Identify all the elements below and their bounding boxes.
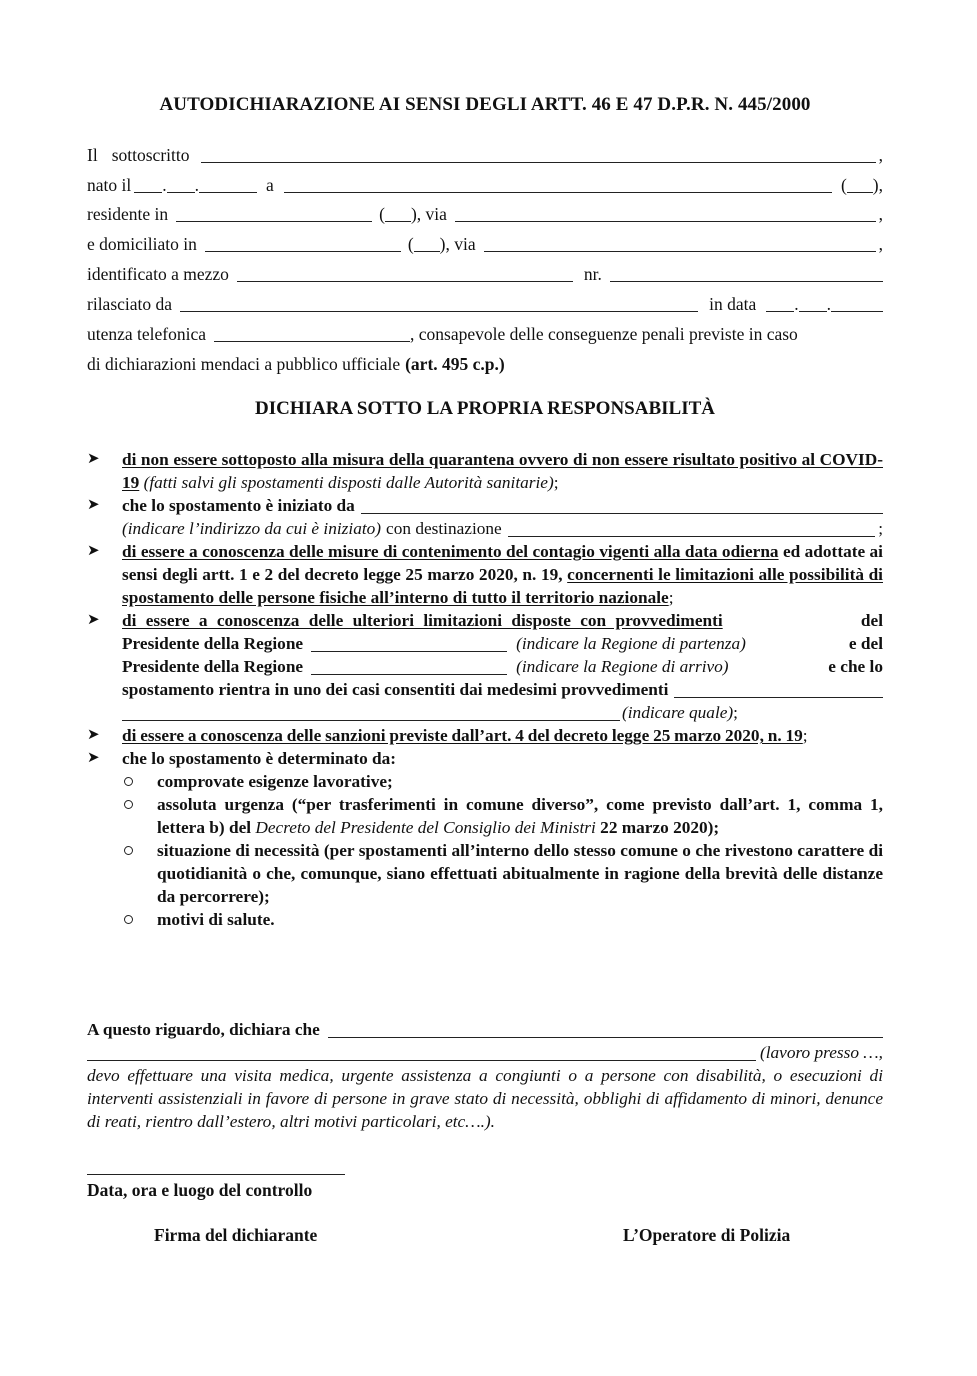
- arrow-bullet-icon: ➤: [87, 750, 100, 766]
- date-separator: .: [162, 175, 167, 195]
- list-item: ➤ che lo spostamento è iniziato da (indicare l’indirizzo da cui è iniziato) con destinazione ;: [87, 496, 883, 538]
- section-heading: DICHIARA SOTTO LA PROPRIA RESPONSABILITÀ: [255, 398, 715, 419]
- page-title: AUTODICHIARAZIONE AI SENSI DEGLI ARTT. 46 E 47 D.P.R. N. 445/2000: [159, 94, 811, 115]
- row-nato: [87, 172, 883, 196]
- field-birth-place[interactable]: [284, 176, 832, 193]
- label-via: ), via: [410, 204, 447, 224]
- field-birth-day[interactable]: [134, 176, 162, 193]
- field-documento[interactable]: [237, 265, 573, 282]
- label-firma-dichiarante: Firma del dichiarante: [154, 1225, 318, 1245]
- field-rilascio-month[interactable]: [799, 295, 827, 312]
- arrow-bullet-icon: ➤: [87, 612, 100, 628]
- field-destinazione[interactable]: [508, 520, 875, 537]
- label-data-ora: Data, ora e luogo del controllo: [87, 1180, 313, 1200]
- list-item: ➤ di essere a conoscenza delle sanzioni previste dall’art. 4 del decreto legge 25 marzo 2020, n. 19;: [87, 726, 808, 745]
- field-origine[interactable]: [361, 497, 883, 514]
- date-separator: .: [194, 175, 199, 195]
- row-domiciliato: [87, 231, 883, 255]
- date-separator: .: [794, 294, 799, 314]
- label-il: Il: [87, 145, 98, 165]
- label-nato-il: nato il: [87, 175, 132, 195]
- label-nr: nr.: [583, 264, 602, 284]
- field-regione-partenza[interactable]: [311, 635, 507, 652]
- list-subitem: assoluta urgenza (“per trasferimenti in comune diverso”, come previsto dall’art. 1, comma 1, lettera b) del Decreto del Presidente del Consiglio dei Ministri 22 marzo 2020);: [87, 793, 883, 839]
- label-art495: (art. 495 c.p.): [405, 354, 505, 374]
- field-rilascio-year[interactable]: [831, 295, 883, 312]
- field-domicilio-prov[interactable]: [414, 235, 440, 252]
- label-domiciliato: e domiciliato in: [87, 234, 197, 254]
- label-in-data: in data: [709, 294, 757, 314]
- label-mendaci: di dichiarazioni mendaci a pubblico ufficiale: [87, 354, 401, 374]
- arrow-bullet-icon: ➤: [87, 497, 100, 513]
- circle-bullet-icon: [124, 777, 133, 786]
- label-via: ), via: [439, 234, 476, 254]
- list-subitem: motivi di salute.: [87, 908, 883, 931]
- circle-bullet-icon: [124, 846, 133, 855]
- comma: ,: [878, 145, 883, 165]
- row-residente: [87, 201, 883, 225]
- row-utenza: [87, 321, 883, 345]
- comma: ,: [878, 234, 883, 254]
- label-sottoscritto: sottoscritto: [111, 145, 190, 165]
- field-birth-prov[interactable]: [847, 176, 873, 193]
- field-residenza-via[interactable]: [455, 205, 876, 222]
- declaration-examples: devo effettuare una visita medica, urgente assistenza a congiunti o a persone con disabilità, o esecuzioni di interventi assistenziali in favore di persone in grave stato di necessità, obblighi di affidamento di minori, denunce di reati, rientro dall’estero, altri motivi particolari, etc….).: [87, 1066, 883, 1131]
- label-a: a: [265, 175, 274, 195]
- field-documento-nr[interactable]: [610, 265, 883, 282]
- field-dichiarazione[interactable]: [328, 1021, 883, 1038]
- field-domicilio[interactable]: [205, 235, 401, 252]
- row-mendaci: [87, 351, 883, 375]
- field-domicilio-via[interactable]: [484, 235, 876, 252]
- circle-bullet-icon: [124, 915, 133, 924]
- prov-open: (: [840, 175, 847, 195]
- arrow-bullet-icon: ➤: [87, 543, 100, 559]
- prov-open: (: [379, 204, 385, 224]
- prov-open: (: [407, 234, 414, 254]
- label-operatore-polizia: L’Operatore di Polizia: [623, 1225, 791, 1245]
- row-sottoscritto: [87, 142, 883, 166]
- field-rilascio-day[interactable]: [766, 295, 794, 312]
- declaration-section: A questo riguardo, dichiara che (lavoro presso …, devo effettuare una visita medica, urgente assistenza a congiunti o a persone con disabilità, o esecuzioni di interventi assistenziali in favore di persone in grave stato di necessità, obblighi di affidamento di minori, denunce di reati, rientro dall’estero, altri motivi particolari, etc….).: [87, 1020, 883, 1131]
- arrow-bullet-icon: ➤: [87, 451, 100, 467]
- date-separator: .: [826, 294, 831, 314]
- row-identificato: [87, 261, 883, 285]
- list-item: ➤ che lo spostamento è determinato da:: [87, 749, 397, 768]
- label-consapevole: , consapevole delle conseguenze penali previste in caso: [410, 324, 798, 344]
- declaration-list: [87, 448, 883, 931]
- list-subitem: comprovate esigenze lavorative;: [87, 770, 883, 793]
- list-item: ➤ di essere a conoscenza delle ulteriori limitazioni disposte con provvedimenti del Presidente della Regione (indicare la Regione di partenza) e del Presidente della Regione (indicare la Regione di arrivo) e che lo spostamento rientra in uno dei casi consentiti dai medesimi provvedimenti (indicare quale) ;: [87, 611, 883, 722]
- field-sottoscritto[interactable]: [201, 146, 875, 163]
- field-telefono[interactable]: [214, 325, 410, 342]
- field-birth-year[interactable]: [199, 176, 257, 193]
- field-residenza[interactable]: [176, 205, 372, 222]
- field-caso-consentito[interactable]: [674, 681, 883, 698]
- circle-bullet-icon: [124, 800, 133, 809]
- prov-close: ),: [872, 175, 883, 195]
- list-subitem: situazione di necessità (per spostamenti all’interno dello stesso comune o che rivestono carattere di quotidianità o che, comunque, siano effettuati abitualmente in ragione della brevità delle distanze da percorrere);: [87, 839, 883, 908]
- comma: ,: [878, 204, 883, 224]
- field-data-ora-luogo[interactable]: [87, 1174, 345, 1175]
- label-rilasciato: rilasciato da: [87, 294, 173, 314]
- list-item: ➤ di non essere sottoposto alla misura della quarantena ovvero di non essere risultato positivo al COVID-19 (fatti salvi gli spostamenti disposti dalle Autorità sanitarie);: [87, 450, 883, 492]
- list-item: ➤ di essere a conoscenza delle misure di contenimento del contagio vigenti alla data odierna ed adottate ai sensi degli artt. 1 e 2 del decreto legge 25 marzo 2020, n. 19, concernenti le limitazioni alle possibilità di spostamento delle persone fisiche all’interno di tutto il territorio nazionale;: [87, 542, 883, 607]
- field-rilasciato[interactable]: [180, 295, 698, 312]
- label-residente: residente in: [87, 204, 169, 224]
- field-residenza-prov[interactable]: [385, 205, 411, 222]
- field-caso-consentito-cont[interactable]: [122, 704, 620, 721]
- label-identificato: identificato a mezzo: [87, 264, 229, 284]
- field-dichiarazione-cont[interactable]: [87, 1044, 756, 1061]
- field-birth-month[interactable]: [167, 176, 195, 193]
- label-utenza: utenza telefonica: [87, 324, 207, 344]
- arrow-bullet-icon: ➤: [87, 727, 100, 743]
- row-rilasciato: [87, 291, 883, 315]
- field-regione-arrivo[interactable]: [311, 658, 507, 675]
